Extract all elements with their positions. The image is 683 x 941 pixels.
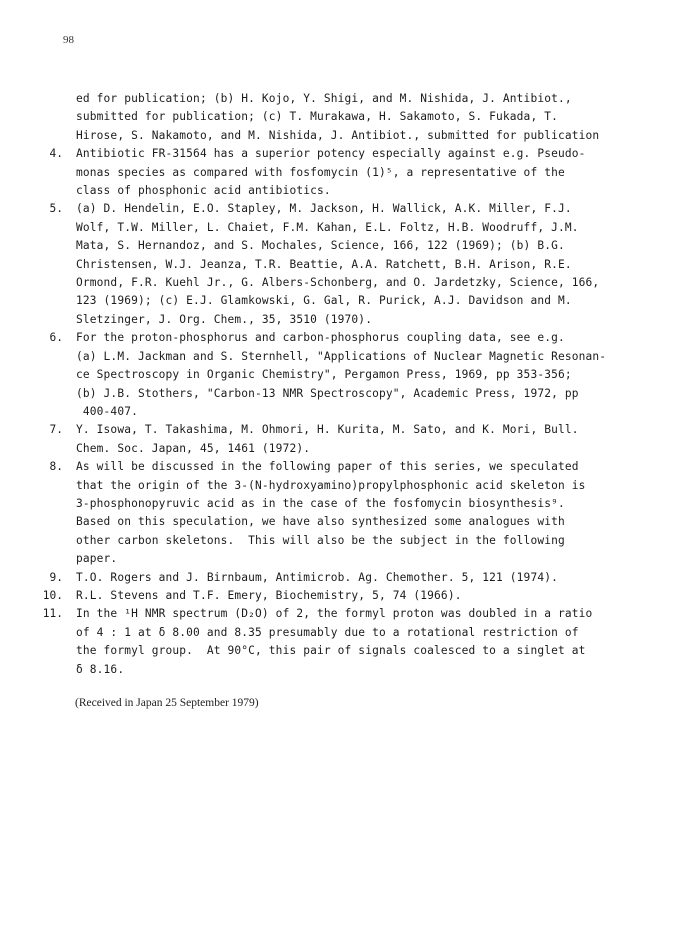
reference-number: 8. (49, 460, 63, 474)
reference-number: 11. (42, 607, 63, 621)
reference-text-line: Ormond, F.R. Kuehl Jr., G. Albers-Schonberg, and O. Jardetzky, Science, 166, (76, 276, 600, 290)
reference-text-line: δ 8.16. (76, 662, 125, 676)
reference-text-line: Mata, S. Hernandoz, and S. Mochales, Science, 166, 122 (1969); (b) B.G. (76, 239, 565, 253)
reference-number: 9. (49, 570, 63, 584)
reference-text-line: the formyl group. At 90°C, this pair of signals coalesced to a singlet at (76, 644, 586, 658)
reference-text-line: other carbon skeletons. This will also be the subject in the following (76, 533, 565, 547)
reference-number: 4. (49, 147, 63, 161)
reference-text-line: paper. (76, 552, 118, 566)
reference-text-line: In the ¹H NMR spectrum (D₂O) of 2, the formyl proton was doubled in a ratio (76, 607, 593, 621)
page-number: 98 (63, 34, 74, 46)
reference-item (0, 200, 621, 329)
reference-text-line: Antibiotic FR-31564 has a superior potency especially against e.g. Pseudo- (76, 147, 586, 161)
reference-item (0, 145, 621, 200)
reference-text-line: Sletzinger, J. Org. Chem., 35, 3510 (1970). (76, 312, 373, 326)
reference-item (0, 458, 621, 568)
reference-text-line: (a) L.M. Jackman and S. Sternhell, "Applications of Nuclear Magnetic Resonan- (76, 349, 607, 363)
reference-text-line: For the proton-phosphorus and carbon-phosphorus coupling data, see e.g. (76, 331, 565, 345)
reference-text-line: 123 (1969); (c) E.J. Glamkowski, G. Gal, R. Purick, A.J. Davidson and M. (76, 294, 572, 308)
reference-text-line: Chem. Soc. Japan, 45, 1461 (1972). (76, 441, 311, 455)
reference-text-line: Based on this speculation, we have also synthesized some analogues with (76, 515, 565, 529)
reference-text-line: 3-phosphonopyruvic acid as in the case of the fosfomycin biosynthesis⁹. (76, 496, 565, 510)
reference-item (0, 605, 621, 679)
reference-item (0, 421, 621, 458)
reference-number: 6. (49, 331, 63, 345)
reference-list (0, 90, 683, 679)
received-date: (Received in Japan 25 September 1979) (75, 697, 259, 709)
reference-text-line: that the origin of the 3-(N-hydroxyamino)propylphosphonic acid skeleton is (76, 478, 586, 492)
reference-text-line: (a) D. Hendelin, E.O. Stapley, M. Jackson, H. Wallick, A.K. Miller, F.J. (76, 202, 572, 216)
reference-text-line: ed for publication; (b) H. Kojo, Y. Shigi, and M. Nishida, J. Antibiot., (76, 92, 572, 105)
reference-text-line: Wolf, T.W. Miller, L. Chaiet, F.M. Kahan, E.L. Foltz, H.B. Woodruff, J.M. (76, 220, 579, 234)
reference-text-line: monas species as compared with fosfomycin (1)⁵, a representative of the (76, 165, 565, 179)
reference-item (0, 569, 621, 587)
reference-text-line: class of phosphonic acid antibiotics. (76, 184, 331, 198)
reference-item (0, 587, 621, 605)
reference-text-line: 400-407. (76, 404, 138, 418)
reference-text-line: (b) J.B. Stothers, "Carbon-13 NMR Spectroscopy", Academic Press, 1972, pp (76, 386, 579, 400)
reference-text-line: As will be discussed in the following paper of this series, we speculated (76, 460, 579, 474)
reference-text-line: Y. Isowa, T. Takashima, M. Ohmori, H. Kurita, M. Sato, and K. Mori, Bull. (76, 423, 579, 437)
reference-number: 5. (49, 202, 63, 216)
reference-item (0, 329, 621, 421)
reference-text-line: Christensen, W.J. Jeanza, T.R. Beattie, A.A. Ratchett, B.H. Arison, R.E. (76, 257, 572, 271)
reference-text-line: R.L. Stevens and T.F. Emery, Biochemistry, 5, 74 (1966). (76, 588, 462, 602)
reference-text-line: of 4 : 1 at δ 8.00 and 8.35 presumably due to a rotational restriction of (76, 625, 579, 639)
reference-text-line: Hirose, S. Nakamoto, and M. Nishida, J. Antibiot., submitted for publication (76, 128, 600, 142)
reference-text-line: T.O. Rogers and J. Birnbaum, Antimicrob. Ag. Chemother. 5, 121 (1974). (76, 570, 558, 584)
reference-number: 7. (49, 423, 63, 437)
reference-text-line: ce Spectroscopy in Organic Chemistry", Pergamon Press, 1969, pp 353-356; (76, 368, 572, 382)
reference-number: 10. (42, 588, 63, 602)
reference-text-line: submitted for publication; (c) T. Murakawa, H. Sakamoto, S. Fukada, T. (76, 110, 558, 124)
reference-item (0, 90, 621, 145)
